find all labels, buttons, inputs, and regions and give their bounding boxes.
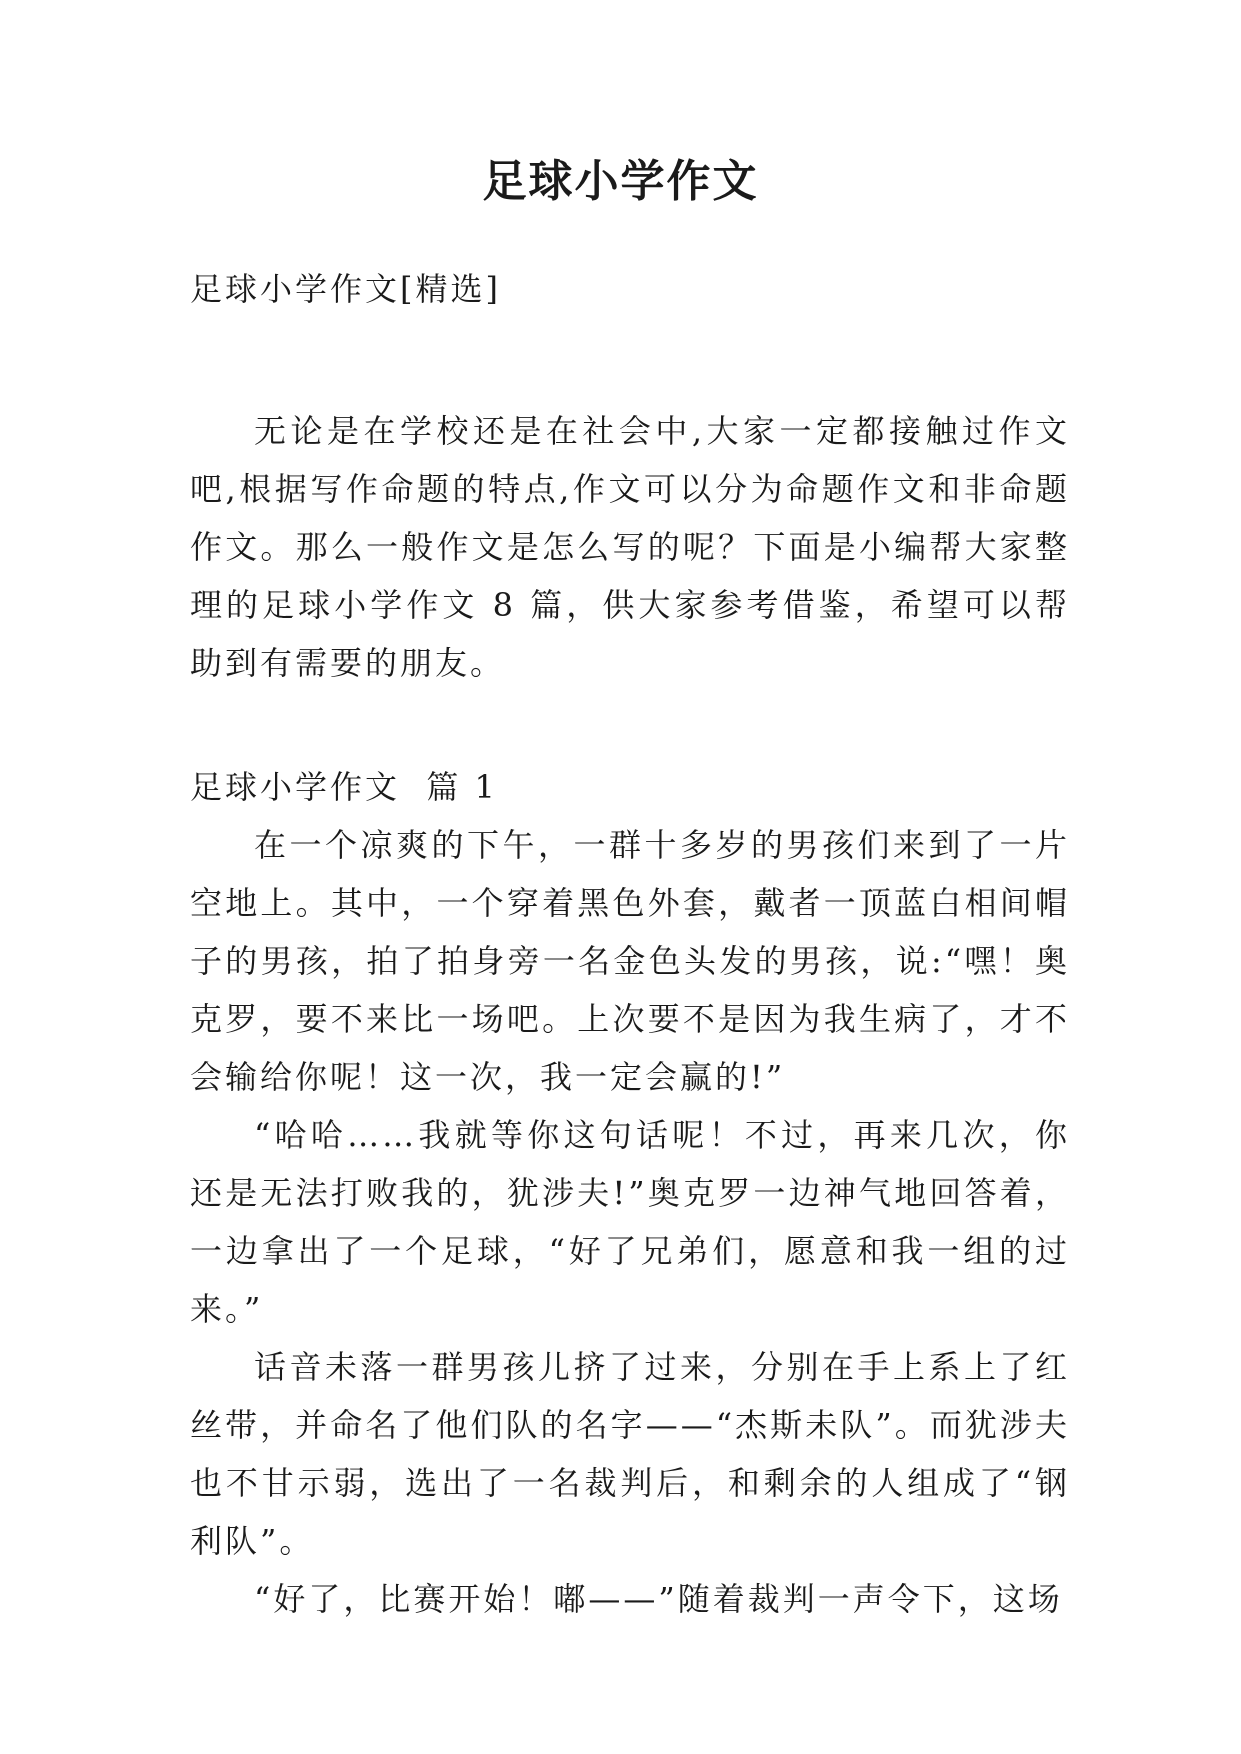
paragraph-1: 在一个凉爽的下午，一群十多岁的男孩们来到了一片空地上。其中，一个穿着黑色外套，戴者一顶蓝白相间帽子的男孩，拍了拍身旁一名金色头发的男孩，说:“嘿！奥克罗，要不来比一场吧。上次要不是因为我生病了，才不会输给你呢！这一次，我一定会赢的!”: [190, 826, 1070, 1096]
paragraph-3: 话音未落一群男孩儿挤了过来，分别在手上系上了红丝带，并命名了他们队的名字——“杰斯未队”。而犹涉夫也不甘示弱，选出了一名裁判后，和剩余的人组成了“钢利队”。: [190, 1348, 1070, 1560]
section-title: 足球小学作文 篇 1: [190, 768, 498, 806]
paragraph-2: “哈哈……我就等你这句话呢！不过，再来几次，你还是无法打败我的，犹涉夫!”奥克罗一边神气地回答着，一边拿出了一个足球，“好了兄弟们，愿意和我一组的过来。”: [190, 1116, 1070, 1328]
intro-text: 无论是在学校还是在社会中,大家一定都接触过作文吧,根据写作命题的特点,作文可以分为命题作文和非命题作文。那么一般作文是怎么写的呢？下面是小编帮大家整理的足球小学作文 8 篇，供大家参考借鉴，希望可以帮助到有需要的朋友。: [190, 412, 1070, 682]
intro-paragraph: [190, 402, 1070, 692]
paragraph-4: “好了，比赛开始！嘟——”随着裁判一声令下，这场: [254, 1580, 1063, 1618]
document-subtitle: 足球小学作文[精选]: [190, 270, 501, 308]
document-title: 足球小学作文: [482, 156, 759, 207]
section-body: [190, 816, 1070, 1628]
